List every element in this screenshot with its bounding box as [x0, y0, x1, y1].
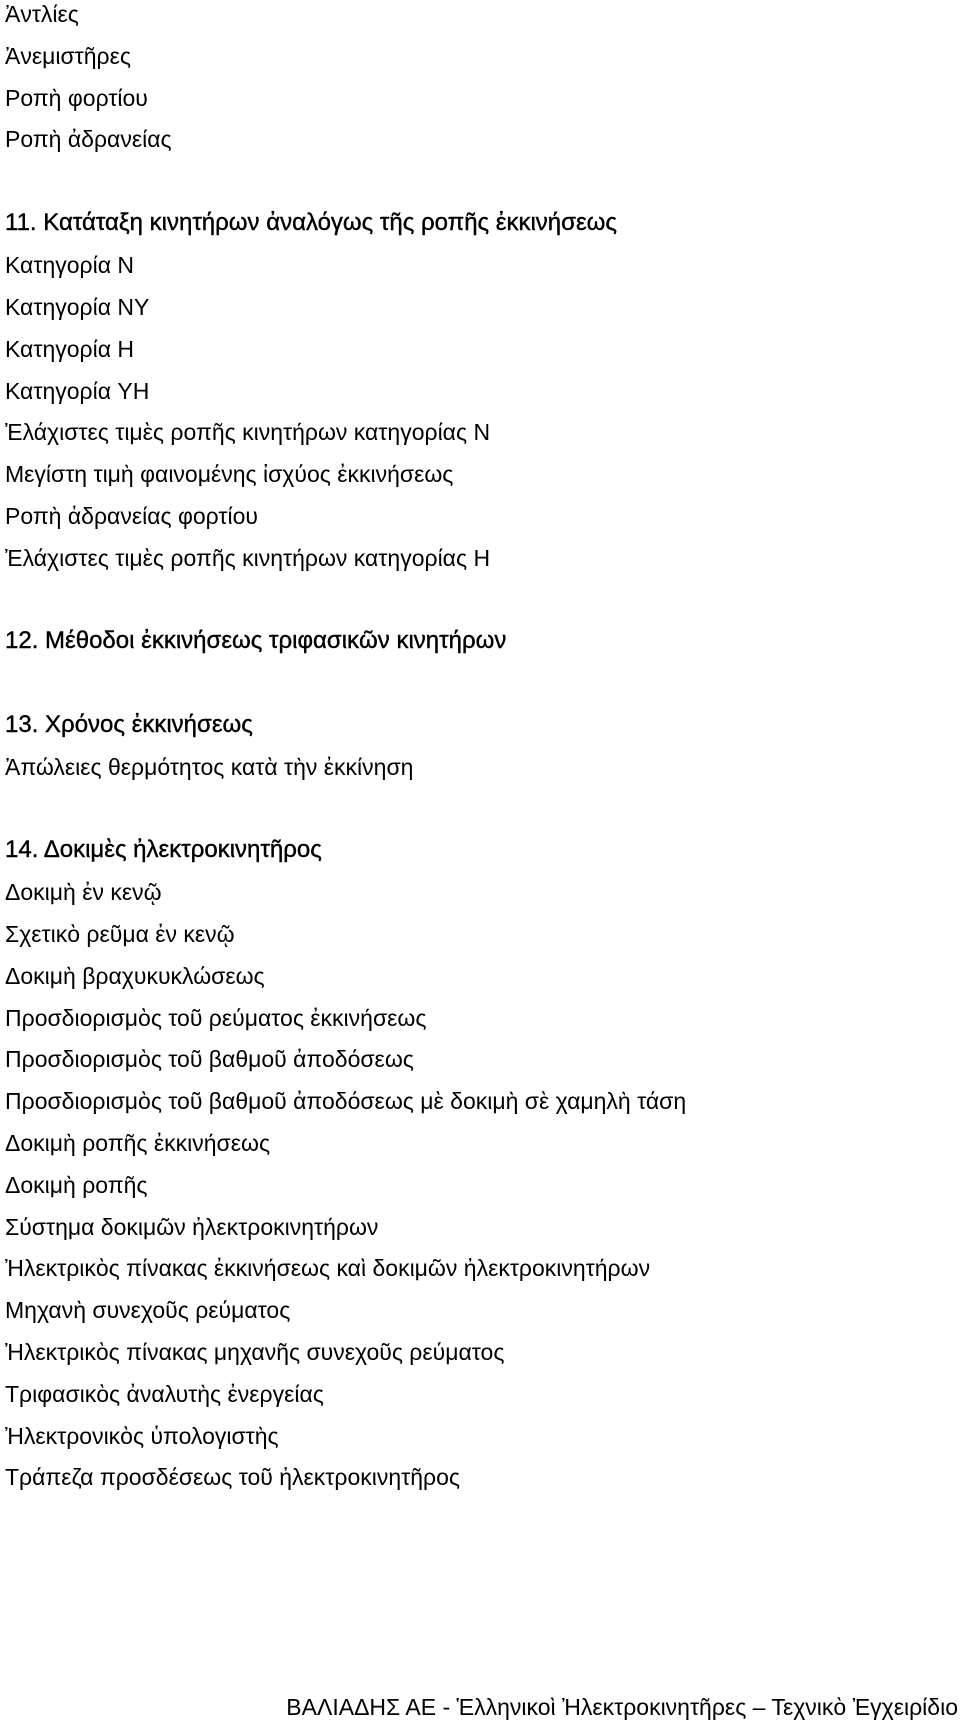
list-item: Σύστημα δοκιμῶν ἠλεκτροκινητήρων [5, 1214, 379, 1240]
section-heading-14: 14. Δοκιμὲς ἠλεκτροκινητῆρος [5, 836, 322, 863]
list-item: Κατηγορία NY [5, 294, 150, 320]
list-item: Ροπὴ φορτίου [5, 85, 148, 111]
list-item: Ἀπώλειες θερμότητος κατὰ τὴν ἐκκίνηση [5, 754, 414, 780]
list-item: Προσδιορισμὸς τοῦ ρεύματος ἐκκινήσεως [5, 1005, 427, 1031]
list-item: Προσδιορισμὸς τοῦ βαθμοῦ ἀποδόσεως [5, 1046, 414, 1072]
list-item: Ἠλεκτρονικὸς ὑπολογιστὴς [5, 1423, 279, 1449]
section-heading-12: 12. Μέθοδοι ἐκκινήσεως τριφασικῶν κινητήρων [5, 627, 507, 654]
list-item: Κατηγορία N [5, 252, 135, 278]
list-item: Προσδιορισμὸς τοῦ βαθμοῦ ἀποδόσεως μὲ δοκιμὴ σὲ χαμηλὴ τάση [5, 1088, 687, 1114]
list-item: Ροπὴ ἀδρανείας [5, 126, 172, 152]
list-item: Ἠλεκτρικὸς πίνακας μηχανῆς συνεχοῦς ρεύματος [5, 1339, 505, 1365]
list-item: Ἠλεκτρικὸς πίνακας ἐκκινήσεως καὶ δοκιμῶν ἠλεκτροκινητήρων [5, 1255, 651, 1281]
list-item: Ἐλάχιστες τιμὲς ροπῆς κινητήρων κατηγορίας H [5, 545, 491, 571]
list-item: Μηχανὴ συνεχοῦς ρεύματος [5, 1297, 291, 1323]
section-heading-11: 11. Κατάταξη κινητήρων ἀναλόγως τῆς ροπῆς ἐκκινήσεως [5, 209, 617, 236]
list-item: Μεγίστη τιμὴ φαινομένης ἰσχύος ἐκκινήσεως [5, 461, 454, 487]
list-item: Τριφασικὸς ἀναλυτὴς ἐνεργείας [5, 1381, 324, 1407]
list-item: Δοκιμὴ ροπῆς [5, 1172, 148, 1198]
list-item: Ἐλάχιστες τιμὲς ροπῆς κινητήρων κατηγορίας N [5, 419, 491, 445]
section-heading-13: 13. Χρόνος ἐκκινήσεως [5, 711, 253, 738]
list-item: Δοκιμὴ βραχυκυκλώσεως [5, 963, 265, 989]
list-item: Κατηγορία H [5, 336, 135, 362]
list-item: Ροπὴ ἀδρανείας φορτίου [5, 503, 258, 529]
page-footer: ΒΑΛΙΑΔΗΣ ΑΕ - Ἑλληνικοὶ Ἠλεκτροκινητῆρες – Τεχνικὸ Ἐγχειρίδιο [286, 1694, 958, 1720]
list-item: Ἀντλίες [5, 1, 79, 27]
list-item: Δοκιμὴ ἐν κενῷ [5, 879, 162, 905]
list-item: Ἀνεμιστῆρες [5, 43, 131, 69]
list-item: Δοκιμὴ ροπῆς ἐκκινήσεως [5, 1130, 271, 1156]
list-item: Κατηγορία YH [5, 378, 150, 404]
list-item: Τράπεζα προσδέσεως τοῦ ἠλεκτροκινητῆρος [5, 1464, 460, 1490]
list-item: Σχετικὸ ρεῦμα ἐν κενῷ [5, 921, 235, 947]
